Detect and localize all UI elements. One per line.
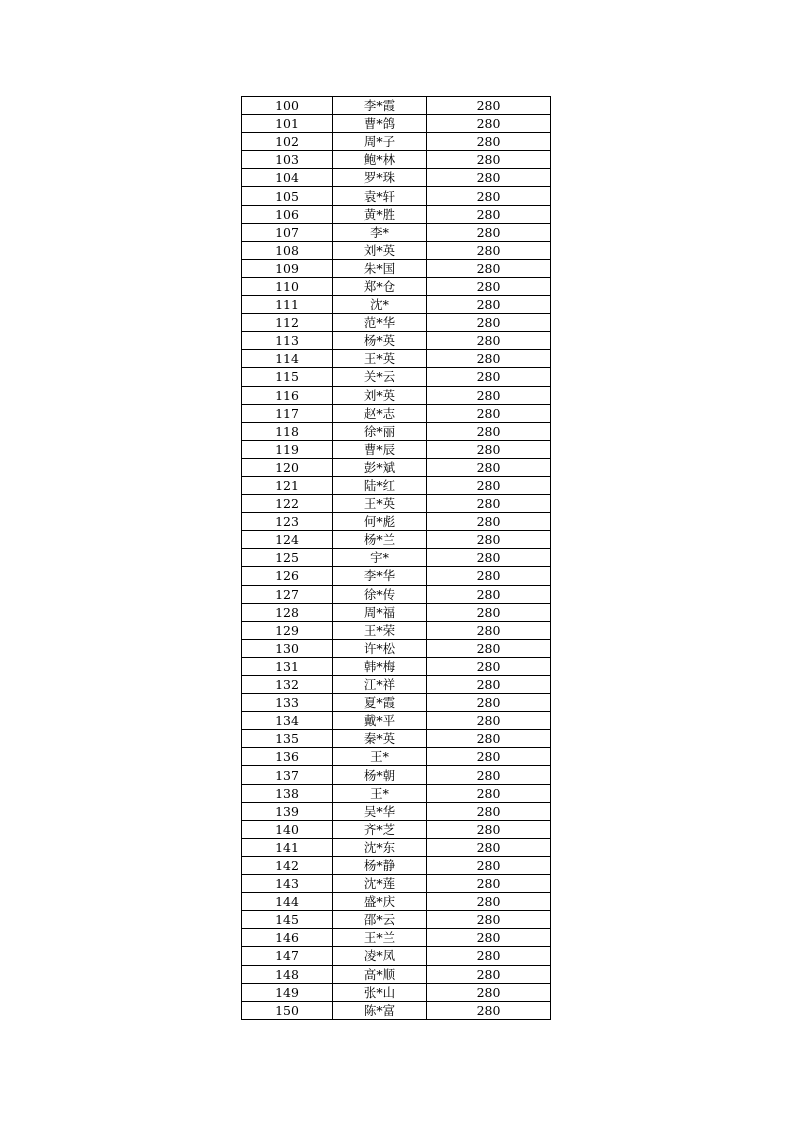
row-number-cell: 118 <box>242 422 333 440</box>
name-cell: 许*松 <box>333 639 427 657</box>
name-cell: 曹*鸽 <box>333 115 427 133</box>
table-row <box>242 567 551 585</box>
roster-table <box>241 96 551 1020</box>
table-row <box>242 820 551 838</box>
name-cell: 袁*轩 <box>333 187 427 205</box>
row-number-cell: 150 <box>242 1001 333 1019</box>
table-row <box>242 350 551 368</box>
row-number-cell: 127 <box>242 585 333 603</box>
table-row <box>242 495 551 513</box>
table-row <box>242 694 551 712</box>
amount-cell: 280 <box>427 133 551 151</box>
amount-cell: 280 <box>427 766 551 784</box>
table-row <box>242 241 551 259</box>
row-number-cell: 106 <box>242 205 333 223</box>
row-number-cell: 109 <box>242 259 333 277</box>
table-row <box>242 476 551 494</box>
name-cell: 陆*红 <box>333 476 427 494</box>
name-cell: 徐*传 <box>333 585 427 603</box>
row-number-cell: 108 <box>242 241 333 259</box>
amount-cell: 280 <box>427 820 551 838</box>
amount-cell: 280 <box>427 115 551 133</box>
name-cell: 刘*英 <box>333 386 427 404</box>
amount-cell: 280 <box>427 404 551 422</box>
table-row <box>242 277 551 295</box>
amount-cell: 280 <box>427 657 551 675</box>
name-cell: 杨*静 <box>333 856 427 874</box>
table-row <box>242 513 551 531</box>
amount-cell: 280 <box>427 495 551 513</box>
table-row <box>242 368 551 386</box>
table-row <box>242 657 551 675</box>
name-cell: 陈*富 <box>333 1001 427 1019</box>
table-row <box>242 458 551 476</box>
row-number-cell: 133 <box>242 694 333 712</box>
name-cell: 凌*凤 <box>333 947 427 965</box>
table-row <box>242 965 551 983</box>
amount-cell: 280 <box>427 621 551 639</box>
name-cell: 赵*志 <box>333 404 427 422</box>
row-number-cell: 130 <box>242 639 333 657</box>
amount-cell: 280 <box>427 639 551 657</box>
amount-cell: 280 <box>427 802 551 820</box>
amount-cell: 280 <box>427 585 551 603</box>
row-number-cell: 125 <box>242 549 333 567</box>
table-row <box>242 205 551 223</box>
row-number-cell: 147 <box>242 947 333 965</box>
amount-cell: 280 <box>427 856 551 874</box>
table-row <box>242 259 551 277</box>
name-cell: 李* <box>333 223 427 241</box>
table-row <box>242 838 551 856</box>
name-cell: 戴*平 <box>333 712 427 730</box>
row-number-cell: 113 <box>242 332 333 350</box>
row-number-cell: 136 <box>242 748 333 766</box>
row-number-cell: 102 <box>242 133 333 151</box>
row-number-cell: 142 <box>242 856 333 874</box>
amount-cell: 280 <box>427 911 551 929</box>
name-cell: 盛*庆 <box>333 893 427 911</box>
name-cell: 江*祥 <box>333 676 427 694</box>
amount-cell: 280 <box>427 748 551 766</box>
table-row <box>242 585 551 603</box>
table-row <box>242 187 551 205</box>
roster-table-body <box>242 97 551 1020</box>
amount-cell: 280 <box>427 151 551 169</box>
name-cell: 曹*辰 <box>333 440 427 458</box>
amount-cell: 280 <box>427 350 551 368</box>
amount-cell: 280 <box>427 694 551 712</box>
row-number-cell: 103 <box>242 151 333 169</box>
name-cell: 邵*云 <box>333 911 427 929</box>
amount-cell: 280 <box>427 1001 551 1019</box>
amount-cell: 280 <box>427 332 551 350</box>
row-number-cell: 105 <box>242 187 333 205</box>
table-row <box>242 549 551 567</box>
row-number-cell: 148 <box>242 965 333 983</box>
table-row <box>242 802 551 820</box>
amount-cell: 280 <box>427 983 551 1001</box>
amount-cell: 280 <box>427 603 551 621</box>
name-cell: 沈*东 <box>333 838 427 856</box>
table-row <box>242 947 551 965</box>
row-number-cell: 134 <box>242 712 333 730</box>
row-number-cell: 129 <box>242 621 333 639</box>
name-cell: 王* <box>333 748 427 766</box>
name-cell: 韩*梅 <box>333 657 427 675</box>
table-row <box>242 603 551 621</box>
row-number-cell: 110 <box>242 277 333 295</box>
table-row <box>242 748 551 766</box>
amount-cell: 280 <box>427 531 551 549</box>
name-cell: 夏*霞 <box>333 694 427 712</box>
row-number-cell: 132 <box>242 676 333 694</box>
table-row <box>242 314 551 332</box>
name-cell: 高*顺 <box>333 965 427 983</box>
amount-cell: 280 <box>427 549 551 567</box>
table-row <box>242 296 551 314</box>
amount-cell: 280 <box>427 314 551 332</box>
amount-cell: 280 <box>427 368 551 386</box>
amount-cell: 280 <box>427 223 551 241</box>
name-cell: 王*英 <box>333 495 427 513</box>
amount-cell: 280 <box>427 169 551 187</box>
row-number-cell: 131 <box>242 657 333 675</box>
name-cell: 黄*胜 <box>333 205 427 223</box>
amount-cell: 280 <box>427 187 551 205</box>
table-row <box>242 332 551 350</box>
name-cell: 徐*丽 <box>333 422 427 440</box>
name-cell: 刘*英 <box>333 241 427 259</box>
table-row <box>242 97 551 115</box>
table-row <box>242 133 551 151</box>
name-cell: 何*彪 <box>333 513 427 531</box>
amount-cell: 280 <box>427 676 551 694</box>
amount-cell: 280 <box>427 947 551 965</box>
table-row <box>242 856 551 874</box>
name-cell: 王*荣 <box>333 621 427 639</box>
amount-cell: 280 <box>427 567 551 585</box>
row-number-cell: 100 <box>242 97 333 115</box>
row-number-cell: 117 <box>242 404 333 422</box>
table-row <box>242 893 551 911</box>
name-cell: 周*福 <box>333 603 427 621</box>
table-row <box>242 875 551 893</box>
amount-cell: 280 <box>427 296 551 314</box>
table-row <box>242 223 551 241</box>
row-number-cell: 107 <box>242 223 333 241</box>
row-number-cell: 140 <box>242 820 333 838</box>
table-row <box>242 639 551 657</box>
name-cell: 关*云 <box>333 368 427 386</box>
amount-cell: 280 <box>427 205 551 223</box>
amount-cell: 280 <box>427 730 551 748</box>
name-cell: 沈*莲 <box>333 875 427 893</box>
row-number-cell: 119 <box>242 440 333 458</box>
name-cell: 杨*兰 <box>333 531 427 549</box>
name-cell: 李*霞 <box>333 97 427 115</box>
amount-cell: 280 <box>427 965 551 983</box>
amount-cell: 280 <box>427 712 551 730</box>
row-number-cell: 128 <box>242 603 333 621</box>
row-number-cell: 144 <box>242 893 333 911</box>
name-cell: 郑*仓 <box>333 277 427 295</box>
table-row <box>242 911 551 929</box>
name-cell: 罗*珠 <box>333 169 427 187</box>
name-cell: 范*华 <box>333 314 427 332</box>
amount-cell: 280 <box>427 386 551 404</box>
name-cell: 彭*斌 <box>333 458 427 476</box>
row-number-cell: 112 <box>242 314 333 332</box>
amount-cell: 280 <box>427 784 551 802</box>
row-number-cell: 120 <box>242 458 333 476</box>
table-row <box>242 676 551 694</box>
table-row <box>242 983 551 1001</box>
row-number-cell: 101 <box>242 115 333 133</box>
row-number-cell: 149 <box>242 983 333 1001</box>
table-row <box>242 531 551 549</box>
row-number-cell: 115 <box>242 368 333 386</box>
row-number-cell: 124 <box>242 531 333 549</box>
name-cell: 王*英 <box>333 350 427 368</box>
amount-cell: 280 <box>427 929 551 947</box>
name-cell: 宇* <box>333 549 427 567</box>
table-row <box>242 386 551 404</box>
amount-cell: 280 <box>427 893 551 911</box>
table-row <box>242 784 551 802</box>
row-number-cell: 111 <box>242 296 333 314</box>
table-row <box>242 404 551 422</box>
row-number-cell: 121 <box>242 476 333 494</box>
name-cell: 齐*芝 <box>333 820 427 838</box>
name-cell: 王* <box>333 784 427 802</box>
name-cell: 杨*朝 <box>333 766 427 784</box>
name-cell: 张*山 <box>333 983 427 1001</box>
amount-cell: 280 <box>427 277 551 295</box>
row-number-cell: 138 <box>242 784 333 802</box>
row-number-cell: 126 <box>242 567 333 585</box>
amount-cell: 280 <box>427 97 551 115</box>
table-row <box>242 169 551 187</box>
row-number-cell: 123 <box>242 513 333 531</box>
amount-cell: 280 <box>427 476 551 494</box>
amount-cell: 280 <box>427 422 551 440</box>
row-number-cell: 135 <box>242 730 333 748</box>
name-cell: 吴*华 <box>333 802 427 820</box>
name-cell: 朱*国 <box>333 259 427 277</box>
name-cell: 周*子 <box>333 133 427 151</box>
table-row <box>242 929 551 947</box>
name-cell: 鲍*林 <box>333 151 427 169</box>
name-cell: 王*兰 <box>333 929 427 947</box>
amount-cell: 280 <box>427 513 551 531</box>
amount-cell: 280 <box>427 838 551 856</box>
name-cell: 杨*英 <box>333 332 427 350</box>
table-row <box>242 1001 551 1019</box>
row-number-cell: 141 <box>242 838 333 856</box>
table-row <box>242 422 551 440</box>
name-cell: 李*华 <box>333 567 427 585</box>
amount-cell: 280 <box>427 875 551 893</box>
name-cell: 沈* <box>333 296 427 314</box>
row-number-cell: 145 <box>242 911 333 929</box>
table-row <box>242 440 551 458</box>
amount-cell: 280 <box>427 458 551 476</box>
name-cell: 秦*英 <box>333 730 427 748</box>
row-number-cell: 116 <box>242 386 333 404</box>
table-row <box>242 712 551 730</box>
amount-cell: 280 <box>427 241 551 259</box>
amount-cell: 280 <box>427 440 551 458</box>
table-row <box>242 621 551 639</box>
row-number-cell: 137 <box>242 766 333 784</box>
row-number-cell: 114 <box>242 350 333 368</box>
table-row <box>242 730 551 748</box>
row-number-cell: 139 <box>242 802 333 820</box>
table-row <box>242 115 551 133</box>
table-row <box>242 766 551 784</box>
amount-cell: 280 <box>427 259 551 277</box>
row-number-cell: 143 <box>242 875 333 893</box>
row-number-cell: 122 <box>242 495 333 513</box>
table-row <box>242 151 551 169</box>
row-number-cell: 104 <box>242 169 333 187</box>
row-number-cell: 146 <box>242 929 333 947</box>
